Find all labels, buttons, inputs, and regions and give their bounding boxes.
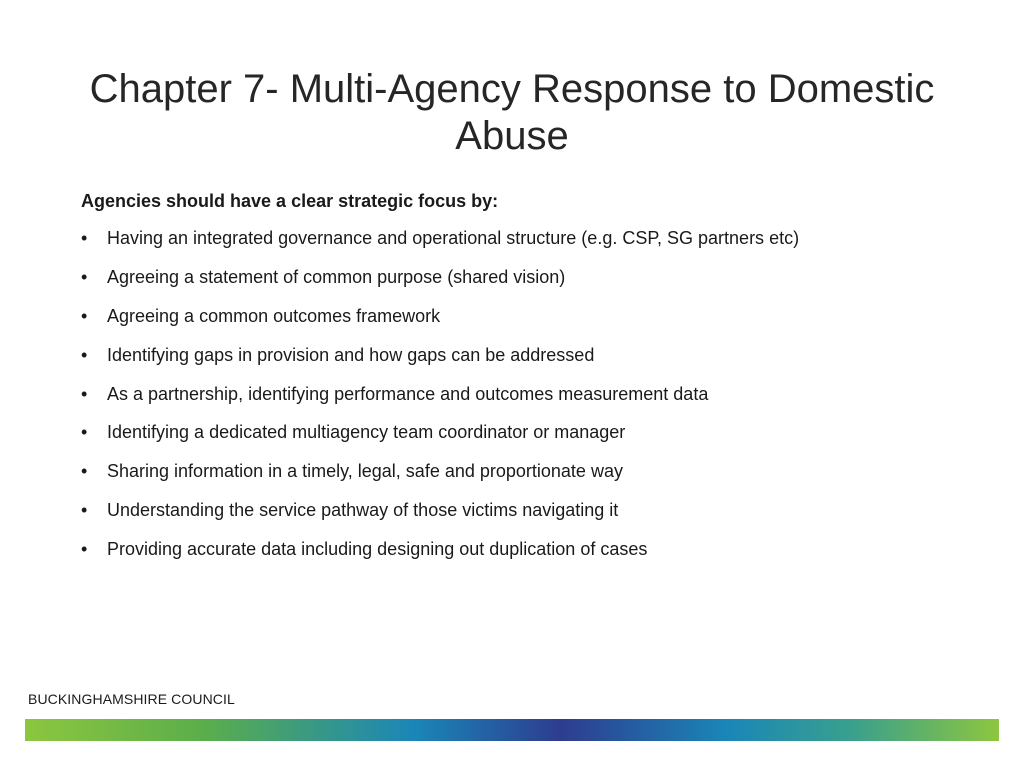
bullet-text: Sharing information in a timely, legal, safe and proportionate way xyxy=(107,461,623,482)
bullet-item xyxy=(81,264,961,290)
bullet-icon: • xyxy=(81,539,88,560)
bullet-icon: • xyxy=(81,266,88,287)
organisation-name: BUCKINGHAMSHIRE COUNCIL xyxy=(28,691,235,707)
bullet-text: Understanding the service pathway of those victims navigating it xyxy=(107,500,619,521)
slide-content xyxy=(81,188,961,575)
bullet-item xyxy=(81,497,961,523)
bullet-text: Providing accurate data including designing out duplication of cases xyxy=(107,539,648,560)
bullet-icon: • xyxy=(81,228,88,248)
bullet-text: Having an integrated governance and operational structure (e.g. CSP, SG partners etc) xyxy=(107,228,800,248)
bullet-text: Identifying gaps in provision and how gaps can be addressed xyxy=(107,344,595,365)
lead-text: Agencies should have a clear strategic focus by: xyxy=(81,191,499,211)
bullet-text: Agreeing a statement of common purpose (shared vision) xyxy=(107,266,566,287)
bullet-text: Identifying a dedicated multiagency team coordinator or manager xyxy=(107,422,626,443)
bullet-icon: • xyxy=(81,422,88,443)
bullet-item xyxy=(81,381,961,407)
bullet-item xyxy=(81,225,961,251)
bullet-item xyxy=(81,303,961,329)
bullet-icon: • xyxy=(81,500,88,521)
bullet-icon: • xyxy=(81,383,88,404)
footer-gradient-bar xyxy=(25,719,999,741)
bullet-item xyxy=(81,536,961,562)
bullet-icon: • xyxy=(81,461,88,482)
bullet-icon: • xyxy=(81,344,88,365)
bullet-item xyxy=(81,342,961,368)
bullet-item xyxy=(81,458,961,484)
bullet-text: Agreeing a common outcomes framework xyxy=(107,305,441,326)
bullet-item xyxy=(81,419,961,445)
bullet-icon: • xyxy=(81,305,88,326)
bullet-text: As a partnership, identifying performance and outcomes measurement data xyxy=(107,383,709,404)
bullet-list xyxy=(81,225,961,562)
slide-title: Chapter 7- Multi-Agency Response to Domestic Abuse xyxy=(89,67,935,158)
